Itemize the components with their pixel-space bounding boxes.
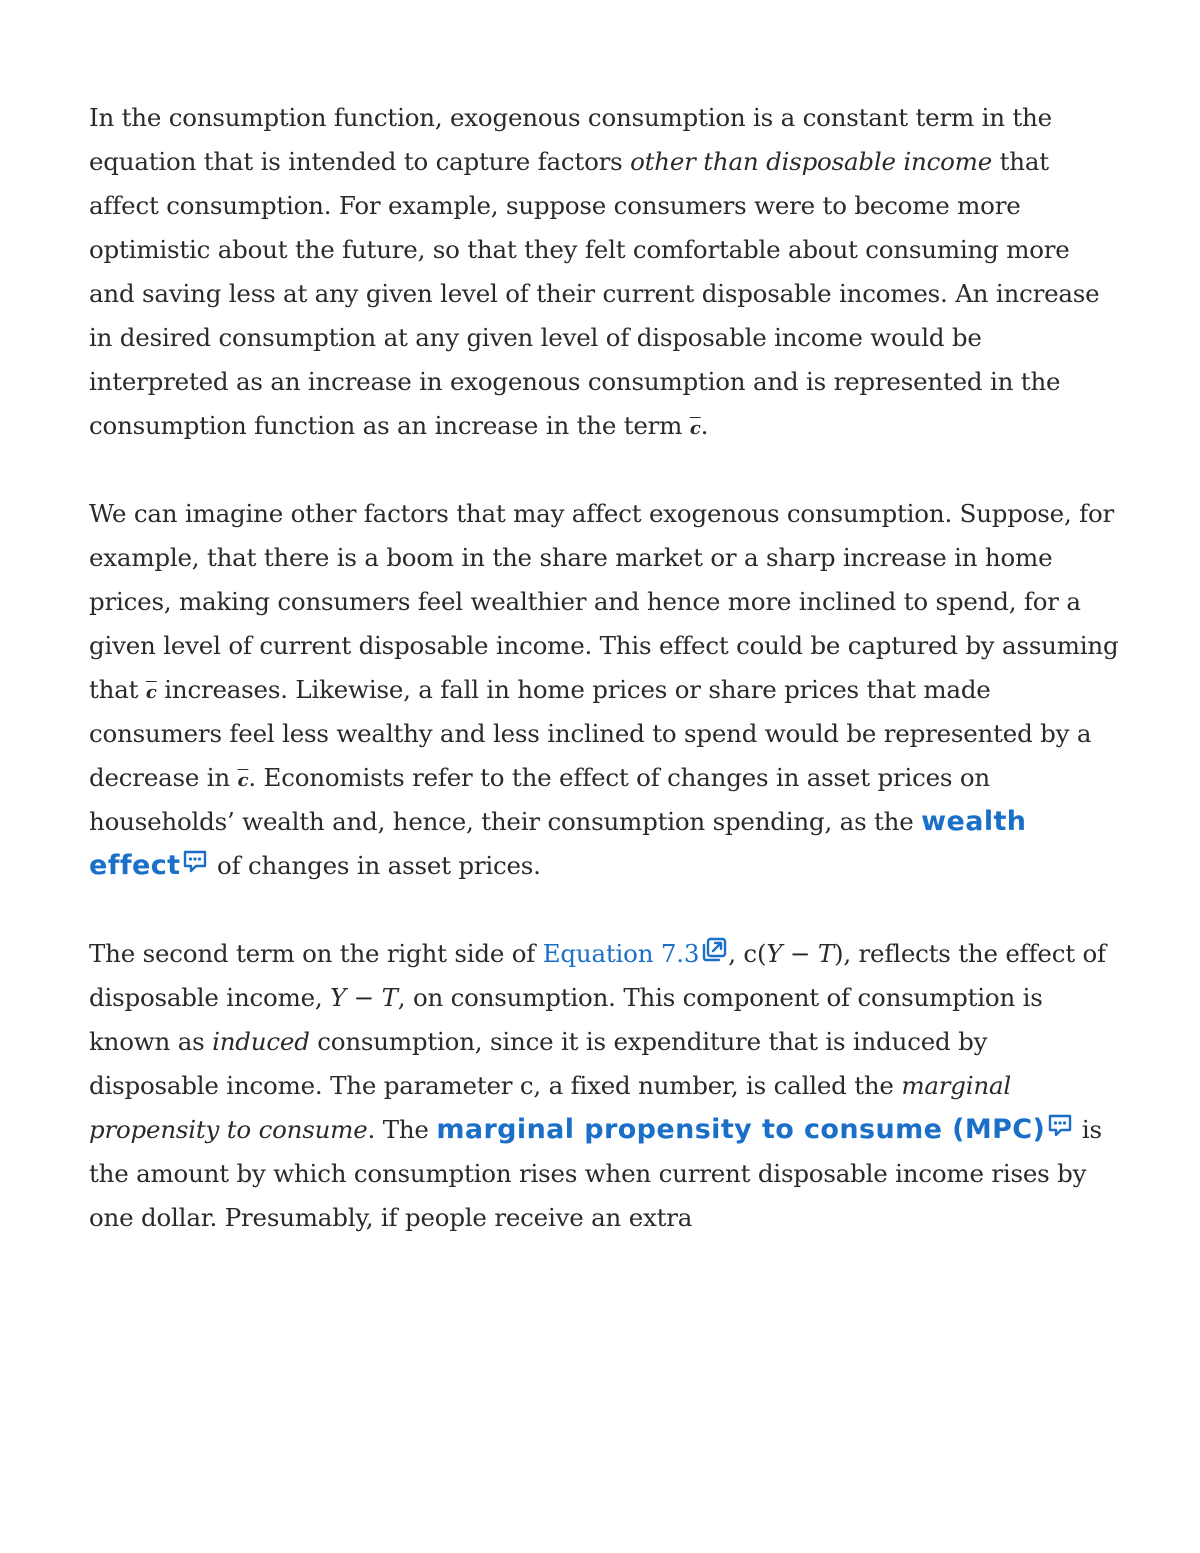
equation-link[interactable]: Equation 7.3: [542, 939, 700, 968]
emphasis-mpc: marginal propensity to consume: [89, 1071, 1012, 1144]
glossary-term-wealth-effect[interactable]: wealth effect: [89, 806, 1027, 881]
emphasis-other-than-income: other than disposable income: [630, 147, 993, 176]
emphasis-induced: induced: [212, 1027, 310, 1056]
speech-bubble-icon[interactable]: [181, 848, 209, 876]
glossary-term-mpc[interactable]: marginal propensity to consume (MPC): [436, 1114, 1046, 1145]
paragraph-wealth-effect: We can imagine other factors that may affect exogenous consumption. Suppose, for example, that there is a boom in the share market or a sharp increase in home prices, making consumers feel wealthier and hence more inclined to spend, for a given level of current disposable income. This effect could be captured by assuming that $\overline{c}$ increases. Likewise, a fall in home prices or share prices that made consumers feel less wealthy and less inclined to spend would be represented by a decrease in $\overline{c}$. Economists refer to the effect of changes in asset prices on households’ wealth and, hence, their consumption spending, as the wealth effect of changes in asset prices.: [89, 499, 1119, 881]
paragraph-exogenous-consumption: In the consumption function, exogenous consumption is a constant term in the equation that is intended to capture factors other than disposable income that affect consumption. For example, suppose consumers were to become more optimistic about the future, so that they felt comfortable about consuming more and saving less at any given level of their current disposable incomes. An increase in desired consumption at any given level of disposable income would be interpreted as an increase in exogenous consumption and is represented in the consumption function as an increase in the term $\overline{c}$.: [89, 103, 1100, 440]
open-in-popup-icon[interactable]: [700, 936, 728, 964]
paragraph-induced-consumption: The second term on the right side of Equation 7.3 , c(Y − T), reflects the effect of disposable income, Y − T, on consumption. This component of consumption is known as induced consumption, since it is expenditure that is induced by disposable income. The parameter c, a fixed number, is called the marginal propensity to consume. The marginal propensity to consume (MPC) is the amount by which consumption rises when current disposable income rises by one dollar. Presumably, if people receive an extra: [89, 932, 1119, 1240]
document-page: [89, 96, 1119, 1284]
c-bar-symbol: $\overline{c}$: [145, 682, 157, 703]
c-bar-symbol: $\overline{c}$: [237, 770, 249, 791]
c-bar-symbol: $\overline{c}$: [689, 418, 701, 439]
speech-bubble-icon[interactable]: [1046, 1112, 1074, 1140]
